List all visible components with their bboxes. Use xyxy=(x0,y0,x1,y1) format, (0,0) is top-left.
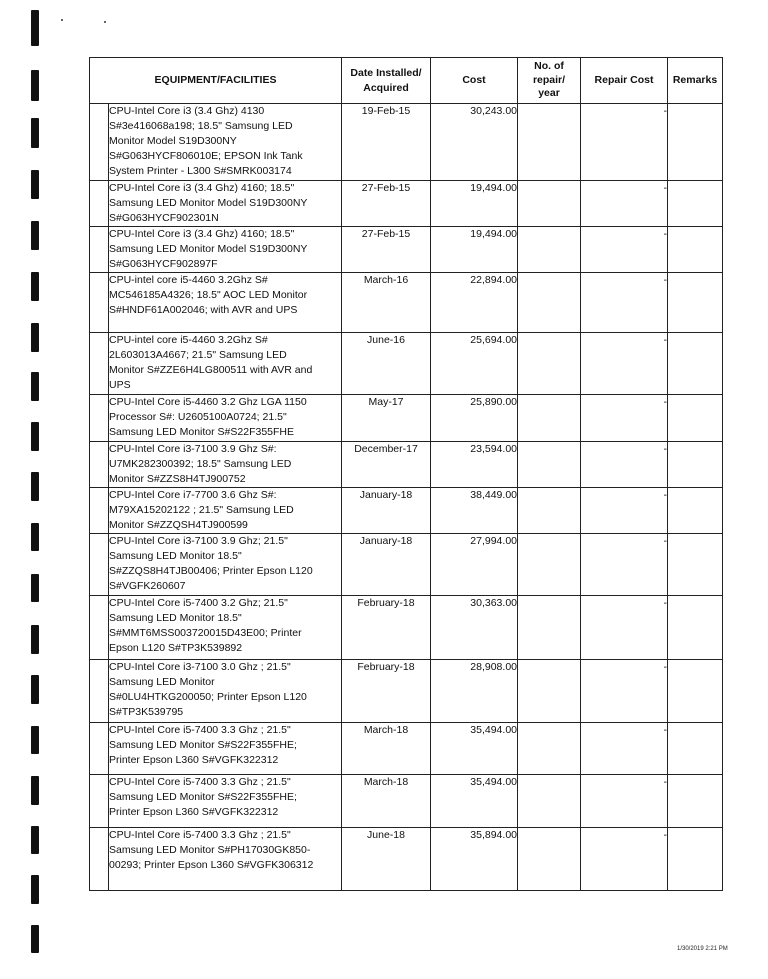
repairs-per-year xyxy=(518,104,581,181)
binder-mark xyxy=(31,10,39,46)
table-row xyxy=(90,333,723,395)
repair-cost: - xyxy=(581,828,668,891)
remarks xyxy=(668,442,723,488)
row-marker-cell xyxy=(90,181,109,227)
row-marker-cell xyxy=(90,660,109,723)
header-equipment: EQUIPMENT/FACILITIES xyxy=(90,58,342,104)
repair-cost: - xyxy=(581,273,668,333)
row-marker-cell xyxy=(90,534,109,596)
repairs-per-year xyxy=(518,828,581,891)
binder-mark xyxy=(31,170,39,199)
cost: 35,894.00 xyxy=(431,828,518,891)
binder-mark xyxy=(31,523,39,551)
header-repair-cost: Repair Cost xyxy=(581,58,668,104)
remarks xyxy=(668,596,723,660)
repairs-per-year xyxy=(518,181,581,227)
equipment-description: CPU-Intel Core i5-7400 3.3 Ghz ; 21.5" Samsung LED Monitor S#S22F355FHE; Printer Epson L360 S#VGFK322312 xyxy=(109,775,342,828)
scan-speck xyxy=(61,19,63,21)
row-marker-cell xyxy=(90,775,109,828)
binder-mark xyxy=(31,472,39,501)
binder-mark xyxy=(31,726,39,754)
repair-cost: - xyxy=(581,534,668,596)
binder-mark xyxy=(31,925,39,953)
row-marker-cell xyxy=(90,723,109,775)
remarks xyxy=(668,227,723,273)
remarks xyxy=(668,104,723,181)
equipment-description: CPU-intel core i5-4460 3.2Ghz S# 2L603013A4667; 21.5" Samsung LED Monitor S#ZZE6H4LG800511 with AVR and UPS xyxy=(109,333,342,395)
table-row xyxy=(90,596,723,660)
cost: 23,594.00 xyxy=(431,442,518,488)
repair-cost: - xyxy=(581,488,668,534)
repairs-per-year xyxy=(518,775,581,828)
table-row xyxy=(90,488,723,534)
date-installed: March-16 xyxy=(342,273,431,333)
equipment-description: CPU-Intel Core i5-7400 3.3 Ghz ; 21.5" Samsung LED Monitor S#S22F355FHE; Printer Epson L360 S#VGFK322312 xyxy=(109,723,342,775)
date-installed: January-18 xyxy=(342,534,431,596)
row-marker-cell xyxy=(90,596,109,660)
repair-cost: - xyxy=(581,660,668,723)
repairs-per-year xyxy=(518,534,581,596)
header-date-installed: Date Installed/ Acquired xyxy=(342,58,431,104)
equipment-table xyxy=(89,57,723,891)
cost: 19,494.00 xyxy=(431,227,518,273)
table-row xyxy=(90,395,723,442)
binder-mark xyxy=(31,372,39,401)
equipment-description: CPU-Intel Core i5-7400 3.2 Ghz; 21.5" Samsung LED Monitor 18.5" S#MMT6MSS003720015D43E00; Printer Epson L120 S#TP3K539892 xyxy=(109,596,342,660)
binder-mark xyxy=(31,776,39,805)
repair-cost: - xyxy=(581,723,668,775)
remarks xyxy=(668,333,723,395)
repair-cost: - xyxy=(581,181,668,227)
header-repairs-per-year: No. of repair/ year xyxy=(518,58,581,104)
header-row xyxy=(90,58,723,104)
date-installed: June-18 xyxy=(342,828,431,891)
remarks xyxy=(668,273,723,333)
repair-cost: - xyxy=(581,775,668,828)
repairs-per-year xyxy=(518,333,581,395)
date-installed: December-17 xyxy=(342,442,431,488)
repairs-per-year xyxy=(518,660,581,723)
table-row xyxy=(90,273,723,333)
remarks xyxy=(668,775,723,828)
repairs-per-year xyxy=(518,395,581,442)
cost: 25,694.00 xyxy=(431,333,518,395)
table-row xyxy=(90,104,723,181)
date-installed: February-18 xyxy=(342,596,431,660)
repairs-per-year xyxy=(518,442,581,488)
repairs-per-year xyxy=(518,488,581,534)
binder-mark xyxy=(31,675,39,704)
cost: 35,494.00 xyxy=(431,723,518,775)
cost: 35,494.00 xyxy=(431,775,518,828)
cost: 28,908.00 xyxy=(431,660,518,723)
date-installed: 19-Feb-15 xyxy=(342,104,431,181)
cost: 30,363.00 xyxy=(431,596,518,660)
header-remarks: Remarks xyxy=(668,58,723,104)
equipment-description: CPU-Intel Core i3-7100 3.9 Ghz S#: U7MK282300392; 18.5" Samsung LED Monitor S#ZZS8H4TJ900752 xyxy=(109,442,342,488)
binder-mark xyxy=(31,625,39,654)
binder-mark xyxy=(31,826,39,854)
table-row xyxy=(90,534,723,596)
binder-mark xyxy=(31,875,39,904)
equipment-description: CPU-Intel Core i3-7100 3.9 Ghz; 21.5" Samsung LED Monitor 18.5" S#ZZQS8H4TJB00406; Printer Epson L120 S#VGFK260607 xyxy=(109,534,342,596)
repairs-per-year xyxy=(518,273,581,333)
equipment-description: CPU-Intel Core i5-7400 3.3 Ghz ; 21.5" Samsung LED Monitor S#PH17030GK850- 00293; Printer Epson L360 S#VGFK306312 xyxy=(109,828,342,891)
cost: 30,243.00 xyxy=(431,104,518,181)
date-installed: May-17 xyxy=(342,395,431,442)
table-row xyxy=(90,181,723,227)
date-installed: January-18 xyxy=(342,488,431,534)
cost: 25,890.00 xyxy=(431,395,518,442)
row-marker-cell xyxy=(90,828,109,891)
repair-cost: - xyxy=(581,104,668,181)
repair-cost: - xyxy=(581,596,668,660)
date-installed: March-18 xyxy=(342,775,431,828)
equipment-description: CPU-Intel Core i3 (3.4 Ghz) 4160; 18.5" Samsung LED Monitor Model S19D300NY S#G063HYCF902301N xyxy=(109,181,342,227)
remarks xyxy=(668,534,723,596)
header-cost: Cost xyxy=(431,58,518,104)
row-marker-cell xyxy=(90,333,109,395)
remarks xyxy=(668,660,723,723)
table-row xyxy=(90,723,723,775)
equipment-description: CPU-intel core i5-4460 3.2Ghz S# MC546185A4326; 18.5" AOC LED Monitor S#HNDF61A002046; with AVR and UPS xyxy=(109,273,342,333)
binder-mark xyxy=(31,574,39,602)
print-timestamp: 1/30/2019 2:21 PM xyxy=(677,946,728,952)
binder-mark xyxy=(31,323,39,352)
table-row xyxy=(90,227,723,273)
repairs-per-year xyxy=(518,596,581,660)
row-marker-cell xyxy=(90,227,109,273)
row-marker-cell xyxy=(90,104,109,181)
binder-mark xyxy=(31,272,39,301)
remarks xyxy=(668,488,723,534)
table-row xyxy=(90,660,723,723)
cost: 27,994.00 xyxy=(431,534,518,596)
row-marker-cell xyxy=(90,395,109,442)
cost: 19,494.00 xyxy=(431,181,518,227)
table-row xyxy=(90,828,723,891)
row-marker-cell xyxy=(90,442,109,488)
binder-mark xyxy=(31,422,39,451)
remarks xyxy=(668,395,723,442)
repair-cost: - xyxy=(581,442,668,488)
cost: 22,894.00 xyxy=(431,273,518,333)
date-installed: March-18 xyxy=(342,723,431,775)
repair-cost: - xyxy=(581,395,668,442)
remarks xyxy=(668,181,723,227)
binder-mark xyxy=(31,118,39,148)
binder-mark xyxy=(31,221,39,250)
scan-speck xyxy=(104,21,106,23)
equipment-description: CPU-Intel Core i3 (3.4 Ghz) 4160; 18.5" Samsung LED Monitor Model S19D300NY S#G063HYCF902897F xyxy=(109,227,342,273)
remarks xyxy=(668,828,723,891)
date-installed: February-18 xyxy=(342,660,431,723)
cost: 38,449.00 xyxy=(431,488,518,534)
repairs-per-year xyxy=(518,227,581,273)
repair-cost: - xyxy=(581,227,668,273)
repairs-per-year xyxy=(518,723,581,775)
row-marker-cell xyxy=(90,273,109,333)
binder-mark xyxy=(31,70,39,101)
equipment-description: CPU-Intel Core i7-7700 3.6 Ghz S#: M79XA15202122 ; 21.5" Samsung LED Monitor S#ZZQSH4TJ900599 xyxy=(109,488,342,534)
date-installed: June-16 xyxy=(342,333,431,395)
table-row xyxy=(90,442,723,488)
row-marker-cell xyxy=(90,488,109,534)
table-row xyxy=(90,775,723,828)
equipment-description: CPU-Intel Core i5-4460 3.2 Ghz LGA 1150 Processor S#: U2605100A0724; 21.5" Samsung LED Monitor S#S22F355FHE xyxy=(109,395,342,442)
date-installed: 27-Feb-15 xyxy=(342,181,431,227)
equipment-description: CPU-Intel Core i3 (3.4 Ghz) 4130 S#3e416068a198; 18.5" Samsung LED Monitor Model S19D300NY S#G063HYCF806010E; EPSON Ink Tank System Printer - L300 S#SMRK003174 xyxy=(109,104,342,181)
date-installed: 27-Feb-15 xyxy=(342,227,431,273)
remarks xyxy=(668,723,723,775)
repair-cost: - xyxy=(581,333,668,395)
equipment-description: CPU-Intel Core i3-7100 3.0 Ghz ; 21.5" Samsung LED Monitor S#0LU4HTKG200050; Printer Epson L120 S#TP3K539795 xyxy=(109,660,342,723)
